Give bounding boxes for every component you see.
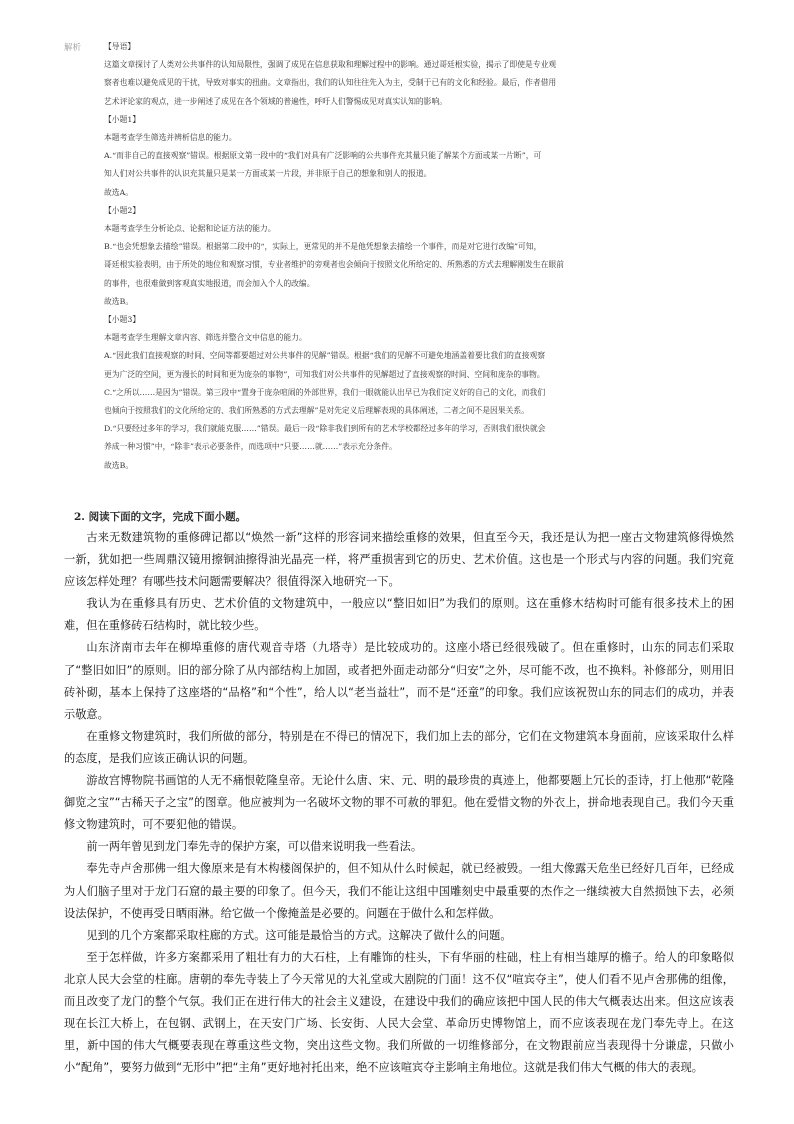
analysis-line: B.“也会凭想象去描绘”错误。根据第二段中的“，实际上，更常见的并不是他凭想象去描绘一个事件，而是对它进行改编”可知， xyxy=(104,242,542,252)
passage-paragraph: 至于怎样做，许多方案都采用了粗壮有力的大石柱，上有雕饰的柱头，下有华丽的柱础，柱上有相当雄厚的檐子。给人的印象略似北京人民大会堂的柱廊。唐朝的奉先寺装上了今天常见的大礼堂或大剧院的门面！这不仅“喧宾夺主”，使人们看不见卢舍那佛的组像，而且改变了龙门的整个气氛。我们正在进行伟大的社会主义建设，在建设中我们的确应该把中国人民的伟大气概表达出来。但这应该表现在长江大桥上，在包钢、武钢上，在天安门广场、长安街、人民大会堂、革命历史博物馆上，而不应该表现在龙门奉先寺上。在这里，新中国的伟大气概要表现在尊重这些文物，突出这些文物。我们所做的一切维修部分，在文物跟前应当表现得十分谦虚，只做小小“配角”，要努力做到“无形中”把“主角”更好地衬托出来，绝不应该喧宾夺主影响主角地位。这就是我们伟大气概的伟大的表现。 xyxy=(64,950,734,1075)
analysis-line: 艺术评论家的观点，进一步阐述了成见在各个领域的普遍性，呼吁人们警惕成见对真实认知的影响。 xyxy=(104,96,448,106)
analysis-line: 知人们对公共事件的认识充其量只是某一方面或某一片段，并非原于自己的想象和别人的报道。 xyxy=(104,169,432,179)
analysis-line: A.“而非自己的直接观察”错误。根据原文第一段中的“我们对具有广泛影响的公共事件充其量只能了解某个方面或某一片断”，可 xyxy=(104,151,542,161)
passage-paragraph: 见到的几个方案都采取柱廊的方式。这可能是最恰当的方式。这解决了做什么的问题。 xyxy=(86,928,512,942)
analysis-tag: 解析 xyxy=(64,43,82,53)
reading-passage xyxy=(64,508,734,1079)
passage-paragraph: 古来无数建筑物的重修碑记都以“焕然一新”这样的形容词来描绘重修的效果，但直至今天，我还是认为把一座古文物建筑修得焕然一新，犹如把一些周鼎汉镜用擦铜油擦得油光晶亮一样，将严重损害到它的历史、艺术价值。这也是一个形式与内容的问题。我们究竟应该怎样处理？有哪些技术问题需要解决？很值得深入地研究一下。 xyxy=(64,531,734,589)
analysis-line: 哥廷根实验表明，由于所处的地位和观察习惯，专业者维护的旁观者也会倾向于按照文化所给定的、所熟悉的方式去理解刚发生在眼前 xyxy=(104,260,565,270)
analysis-line: 察者也难以避免成见的干扰，导致对事实的扭曲。文章指出，我们的认知往往先入为主，受制于已有的文化和经验。最后，作者借用 xyxy=(104,78,557,88)
analysis-line: A.“因此我们直接观察的时间、空间等都要超过对公共事件的见解”错误。根据“我们的见解不可避免地涵盖着要比我们的直接观察 xyxy=(104,351,546,361)
analysis-line: C.“之所以……是因为”错误。第三段中“置身于庞杂喧闹的外部世界，我们一眼就能认出早已为我们定义好的自己的文化，而我们 xyxy=(104,387,546,397)
analysis-line: 故选A。 xyxy=(104,187,134,197)
analysis-line: 更为广泛的空间，更为漫长的时间和更为庞杂的事物”，可知我们对公共事件的见解超过了直接观察的时间、空间和庞杂的事物。 xyxy=(104,369,545,379)
question-title: 2. 阅读下面的文字，完成下面小题。 xyxy=(74,511,247,523)
analysis-line: 也倾向于按照我们的文化所给定的、我们所熟悉的方式去理解”是对先定义后理解表现的具体阐述，二者之间不是因果关系。 xyxy=(104,406,530,416)
analysis-line: 【小题2】 xyxy=(104,205,141,215)
passage-paragraph: 山东济南市去年在柳埠重修的唐代观音寺塔（九塔寺）是比较成功的。这座小塔已经很残破了。但在重修时，山东的同志们采取了“整旧如旧”的原则。旧的部分除了从内部结构上加固，或者把外面走动部分“归安”之外，尽可能不改，也不换料。补修部分，则用旧砖补砌，基本上保持了这座塔的“品格”和“个性”，给人以“老当益壮”，而不是“还童”的印象。我们应该祝贺山东的同志们的成功，并表示敬意。 xyxy=(64,641,734,721)
passage-paragraph: 前一两年曾见到龙门奉先寺的保护方案，可以借来说明我一些看法。 xyxy=(86,840,423,854)
analysis-line: D.“只要经过多年的学习，我们就能克服……”错误。最后一段“除非我们到所有的艺术学校都经过多年的学习，否则我们很快就会 xyxy=(104,424,546,434)
analysis-line: 本题考查学生理解文章内容、筛选并整合文中信息的能力。 xyxy=(104,333,307,343)
analysis-line: 【小题1】 xyxy=(104,114,141,124)
analysis-line: 的事件，也很难做到客观真实地报道，而会加入个人的改编。 xyxy=(104,278,315,288)
analysis-line: 【导语】 xyxy=(104,42,136,51)
analysis-line: 养成一种习惯”中，“除非”表示必要条件，而选项中“只要……就……”表示充分条件。 xyxy=(104,442,397,452)
analysis-line: 故选B。 xyxy=(104,296,134,306)
passage-paragraph: 奉先寺卢舍那佛一组大像原来是有木构楼阁保护的，但不知从什么时候起，就已经被毁。一组大像露天危坐已经好几百年，已经成为人们脑子里对于龙门石窟的最主要的印象了。但今天，我们不能让这组中国雕刻史中最重要的杰作之一继续被大自然损蚀下去，必须设法保护，不使再受日晒雨淋。给它做一个像掩盖是必要的。问题在于做什么和怎样做。 xyxy=(64,862,734,920)
analysis-line: 本题考查学生分析论点、论据和论证方法的能力。 xyxy=(104,224,276,234)
analysis-line: 故选B。 xyxy=(104,460,134,470)
passage-paragraph: 游故宫博物院书画馆的人无不痛恨乾隆皇帝。无论什么唐、宋、元、明的最珍贵的真迹上，他都要题上冗长的歪诗，打上他那“乾隆御览之宝”“古稀天子之宝”的图章。他应被判为一名破坏文物的罪不可赦的罪犯。他在爱惜文物的外衣上，拼命地表现自己。我们今天重修文物建筑时，可不要犯他的错误。 xyxy=(64,774,734,832)
analysis-body xyxy=(104,38,720,475)
passage-paragraph: 在重修文物建筑时，我们所做的部分，特别是在不得已的情况下，我们加上去的部分，它们在文物建筑本身面前，应该采取什么样的态度，是我们应该正确认识的问题。 xyxy=(64,729,734,765)
analysis-line: 本题考查学生筛选并辨析信息的能力。 xyxy=(104,133,237,143)
passage-paragraph: 我认为在重修具有历史、艺术价值的文物建筑中，一般应以“整旧如旧”为我们的原则。这在重修木结构时可能有很多技术上的困难，但在重修砖石结构时，就比较少些。 xyxy=(64,597,734,633)
analysis-line: 这篇文章探讨了人类对公共事件的认知局限性，强调了成见在信息获取和理解过程中的影响。通过哥廷根实验，揭示了即使是专业观 xyxy=(104,60,557,70)
analysis-line: 【小题3】 xyxy=(104,315,141,325)
